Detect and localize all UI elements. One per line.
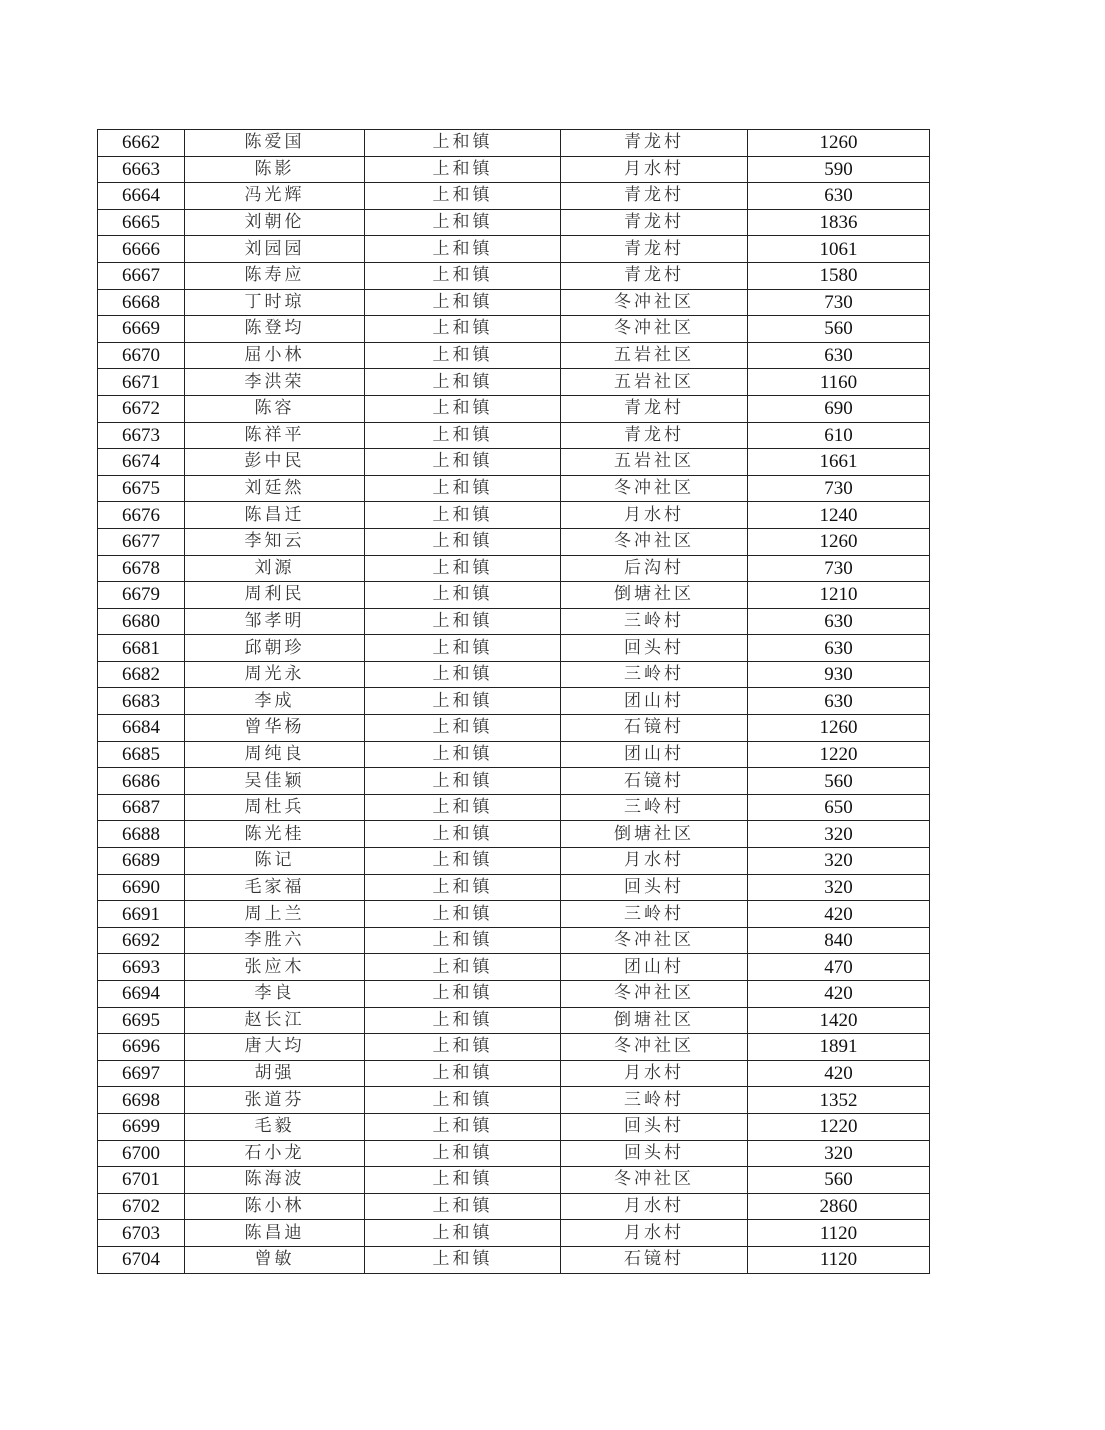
- village-cell: 冬冲社区: [561, 289, 748, 316]
- name-cell: 李良: [185, 981, 365, 1008]
- row-number-cell: 6696: [98, 1034, 185, 1061]
- row-number-cell: 6675: [98, 475, 185, 502]
- amount-cell: 560: [748, 1167, 930, 1194]
- name-cell: 陈影: [185, 156, 365, 183]
- name-cell: 屈小林: [185, 342, 365, 369]
- table-row: [98, 1220, 930, 1247]
- village-cell: 倒塘社区: [561, 821, 748, 848]
- row-number-cell: 6676: [98, 502, 185, 529]
- town-cell: 上和镇: [365, 316, 561, 343]
- row-number-cell: 6688: [98, 821, 185, 848]
- name-cell: 胡强: [185, 1060, 365, 1087]
- name-cell: 周光永: [185, 661, 365, 688]
- table-row: [98, 1167, 930, 1194]
- amount-cell: 560: [748, 768, 930, 795]
- town-cell: 上和镇: [365, 236, 561, 263]
- table-row: [98, 688, 930, 715]
- name-cell: 陈昌迁: [185, 502, 365, 529]
- village-cell: 冬冲社区: [561, 528, 748, 555]
- row-number-cell: 6682: [98, 661, 185, 688]
- village-cell: 回头村: [561, 1113, 748, 1140]
- table-row: [98, 156, 930, 183]
- row-number-cell: 6693: [98, 954, 185, 981]
- table-row: [98, 555, 930, 582]
- amount-cell: 630: [748, 635, 930, 662]
- town-cell: 上和镇: [365, 1246, 561, 1273]
- row-number-cell: 6662: [98, 130, 185, 157]
- town-cell: 上和镇: [365, 768, 561, 795]
- table-row: [98, 954, 930, 981]
- village-cell: 团山村: [561, 688, 748, 715]
- table-row: [98, 794, 930, 821]
- table-row: [98, 528, 930, 555]
- name-cell: 曾华杨: [185, 715, 365, 742]
- table-row: [98, 1034, 930, 1061]
- village-cell: 青龙村: [561, 262, 748, 289]
- village-cell: 三岭村: [561, 1087, 748, 1114]
- table-row: [98, 848, 930, 875]
- row-number-cell: 6673: [98, 422, 185, 449]
- row-number-cell: 6671: [98, 369, 185, 396]
- amount-cell: 1260: [748, 130, 930, 157]
- village-cell: 青龙村: [561, 395, 748, 422]
- table-row: [98, 1113, 930, 1140]
- amount-cell: 1352: [748, 1087, 930, 1114]
- name-cell: 丁时琼: [185, 289, 365, 316]
- table-body: [98, 130, 930, 1274]
- name-cell: 刘园园: [185, 236, 365, 263]
- town-cell: 上和镇: [365, 1087, 561, 1114]
- row-number-cell: 6691: [98, 901, 185, 928]
- table-row: [98, 1140, 930, 1167]
- row-number-cell: 6701: [98, 1167, 185, 1194]
- village-cell: 回头村: [561, 635, 748, 662]
- table-row: [98, 715, 930, 742]
- amount-cell: 1220: [748, 741, 930, 768]
- name-cell: 邹孝明: [185, 608, 365, 635]
- table-row: [98, 316, 930, 343]
- row-number-cell: 6703: [98, 1220, 185, 1247]
- amount-cell: 1240: [748, 502, 930, 529]
- row-number-cell: 6698: [98, 1087, 185, 1114]
- town-cell: 上和镇: [365, 209, 561, 236]
- amount-cell: 320: [748, 848, 930, 875]
- amount-cell: 420: [748, 1060, 930, 1087]
- amount-cell: 1580: [748, 262, 930, 289]
- town-cell: 上和镇: [365, 1167, 561, 1194]
- row-number-cell: 6666: [98, 236, 185, 263]
- town-cell: 上和镇: [365, 1060, 561, 1087]
- table-row: [98, 582, 930, 609]
- town-cell: 上和镇: [365, 981, 561, 1008]
- village-cell: 月水村: [561, 156, 748, 183]
- amount-cell: 1260: [748, 528, 930, 555]
- amount-cell: 630: [748, 688, 930, 715]
- row-number-cell: 6695: [98, 1007, 185, 1034]
- name-cell: 李知云: [185, 528, 365, 555]
- amount-cell: 1260: [748, 715, 930, 742]
- amount-cell: 320: [748, 874, 930, 901]
- name-cell: 陈容: [185, 395, 365, 422]
- town-cell: 上和镇: [365, 156, 561, 183]
- village-cell: 青龙村: [561, 183, 748, 210]
- amount-cell: 1836: [748, 209, 930, 236]
- town-cell: 上和镇: [365, 927, 561, 954]
- amount-cell: 1061: [748, 236, 930, 263]
- name-cell: 张道芬: [185, 1087, 365, 1114]
- table-row: [98, 874, 930, 901]
- town-cell: 上和镇: [365, 1007, 561, 1034]
- table-row: [98, 262, 930, 289]
- village-cell: 团山村: [561, 954, 748, 981]
- row-number-cell: 6677: [98, 528, 185, 555]
- village-cell: 月水村: [561, 1193, 748, 1220]
- town-cell: 上和镇: [365, 1220, 561, 1247]
- amount-cell: 610: [748, 422, 930, 449]
- table-row: [98, 502, 930, 529]
- name-cell: 周纯良: [185, 741, 365, 768]
- name-cell: 周利民: [185, 582, 365, 609]
- town-cell: 上和镇: [365, 289, 561, 316]
- village-cell: 冬冲社区: [561, 1034, 748, 1061]
- table-row: [98, 821, 930, 848]
- amount-cell: 320: [748, 1140, 930, 1167]
- row-number-cell: 6672: [98, 395, 185, 422]
- name-cell: 冯光辉: [185, 183, 365, 210]
- amount-cell: 630: [748, 342, 930, 369]
- town-cell: 上和镇: [365, 1193, 561, 1220]
- town-cell: 上和镇: [365, 821, 561, 848]
- data-table: [97, 129, 930, 1274]
- village-cell: 三岭村: [561, 901, 748, 928]
- village-cell: 三岭村: [561, 794, 748, 821]
- name-cell: 陈海波: [185, 1167, 365, 1194]
- name-cell: 唐大均: [185, 1034, 365, 1061]
- village-cell: 青龙村: [561, 422, 748, 449]
- row-number-cell: 6678: [98, 555, 185, 582]
- name-cell: 陈小林: [185, 1193, 365, 1220]
- village-cell: 团山村: [561, 741, 748, 768]
- town-cell: 上和镇: [365, 262, 561, 289]
- town-cell: 上和镇: [365, 848, 561, 875]
- amount-cell: 650: [748, 794, 930, 821]
- amount-cell: 1210: [748, 582, 930, 609]
- row-number-cell: 6670: [98, 342, 185, 369]
- village-cell: 冬冲社区: [561, 981, 748, 1008]
- table-row: [98, 927, 930, 954]
- name-cell: 曾敏: [185, 1246, 365, 1273]
- row-number-cell: 6668: [98, 289, 185, 316]
- town-cell: 上和镇: [365, 528, 561, 555]
- name-cell: 李胜六: [185, 927, 365, 954]
- row-number-cell: 6692: [98, 927, 185, 954]
- table-row: [98, 289, 930, 316]
- table-row: [98, 635, 930, 662]
- town-cell: 上和镇: [365, 422, 561, 449]
- name-cell: 刘源: [185, 555, 365, 582]
- name-cell: 陈昌迪: [185, 1220, 365, 1247]
- village-cell: 倒塘社区: [561, 582, 748, 609]
- table-row: [98, 236, 930, 263]
- town-cell: 上和镇: [365, 342, 561, 369]
- town-cell: 上和镇: [365, 555, 561, 582]
- name-cell: 毛家福: [185, 874, 365, 901]
- row-number-cell: 6679: [98, 582, 185, 609]
- table-row: [98, 1007, 930, 1034]
- row-number-cell: 6699: [98, 1113, 185, 1140]
- table-row: [98, 901, 930, 928]
- row-number-cell: 6665: [98, 209, 185, 236]
- village-cell: 石镜村: [561, 768, 748, 795]
- name-cell: 陈祥平: [185, 422, 365, 449]
- village-cell: 回头村: [561, 1140, 748, 1167]
- row-number-cell: 6690: [98, 874, 185, 901]
- town-cell: 上和镇: [365, 688, 561, 715]
- town-cell: 上和镇: [365, 1113, 561, 1140]
- name-cell: 陈爱国: [185, 130, 365, 157]
- village-cell: 回头村: [561, 874, 748, 901]
- table-row: [98, 342, 930, 369]
- amount-cell: 1891: [748, 1034, 930, 1061]
- village-cell: 月水村: [561, 1060, 748, 1087]
- table-row: [98, 422, 930, 449]
- row-number-cell: 6667: [98, 262, 185, 289]
- name-cell: 周上兰: [185, 901, 365, 928]
- table-row: [98, 395, 930, 422]
- row-number-cell: 6685: [98, 741, 185, 768]
- town-cell: 上和镇: [365, 395, 561, 422]
- row-number-cell: 6663: [98, 156, 185, 183]
- table-row: [98, 475, 930, 502]
- village-cell: 冬冲社区: [561, 1167, 748, 1194]
- village-cell: 三岭村: [561, 661, 748, 688]
- village-cell: 月水村: [561, 502, 748, 529]
- table-row: [98, 209, 930, 236]
- amount-cell: 730: [748, 555, 930, 582]
- village-cell: 石镜村: [561, 1246, 748, 1273]
- table-row: [98, 1193, 930, 1220]
- town-cell: 上和镇: [365, 1034, 561, 1061]
- name-cell: 邱朝珍: [185, 635, 365, 662]
- row-number-cell: 6686: [98, 768, 185, 795]
- row-number-cell: 6674: [98, 449, 185, 476]
- town-cell: 上和镇: [365, 715, 561, 742]
- row-number-cell: 6704: [98, 1246, 185, 1273]
- town-cell: 上和镇: [365, 661, 561, 688]
- name-cell: 赵长江: [185, 1007, 365, 1034]
- amount-cell: 1220: [748, 1113, 930, 1140]
- village-cell: 冬冲社区: [561, 475, 748, 502]
- name-cell: 吴佳颖: [185, 768, 365, 795]
- amount-cell: 1661: [748, 449, 930, 476]
- table-row: [98, 741, 930, 768]
- amount-cell: 1160: [748, 369, 930, 396]
- village-cell: 五岩社区: [561, 369, 748, 396]
- amount-cell: 630: [748, 183, 930, 210]
- name-cell: 刘廷然: [185, 475, 365, 502]
- row-number-cell: 6687: [98, 794, 185, 821]
- table-row: [98, 369, 930, 396]
- amount-cell: 590: [748, 156, 930, 183]
- amount-cell: 420: [748, 981, 930, 1008]
- town-cell: 上和镇: [365, 874, 561, 901]
- village-cell: 青龙村: [561, 236, 748, 263]
- row-number-cell: 6697: [98, 1060, 185, 1087]
- row-number-cell: 6683: [98, 688, 185, 715]
- name-cell: 李成: [185, 688, 365, 715]
- village-cell: 冬冲社区: [561, 927, 748, 954]
- row-number-cell: 6681: [98, 635, 185, 662]
- name-cell: 陈光桂: [185, 821, 365, 848]
- row-number-cell: 6664: [98, 183, 185, 210]
- town-cell: 上和镇: [365, 794, 561, 821]
- village-cell: 五岩社区: [561, 449, 748, 476]
- amount-cell: 1120: [748, 1246, 930, 1273]
- table-row: [98, 981, 930, 1008]
- village-cell: 青龙村: [561, 130, 748, 157]
- amount-cell: 320: [748, 821, 930, 848]
- row-number-cell: 6702: [98, 1193, 185, 1220]
- row-number-cell: 6684: [98, 715, 185, 742]
- village-cell: 倒塘社区: [561, 1007, 748, 1034]
- town-cell: 上和镇: [365, 741, 561, 768]
- table-row: [98, 1246, 930, 1273]
- table-row: [98, 661, 930, 688]
- name-cell: 陈登均: [185, 316, 365, 343]
- amount-cell: 930: [748, 661, 930, 688]
- amount-cell: 2860: [748, 1193, 930, 1220]
- table-row: [98, 1060, 930, 1087]
- amount-cell: 1420: [748, 1007, 930, 1034]
- name-cell: 毛毅: [185, 1113, 365, 1140]
- name-cell: 陈寿应: [185, 262, 365, 289]
- town-cell: 上和镇: [365, 369, 561, 396]
- town-cell: 上和镇: [365, 475, 561, 502]
- town-cell: 上和镇: [365, 608, 561, 635]
- name-cell: 石小龙: [185, 1140, 365, 1167]
- table-row: [98, 183, 930, 210]
- village-cell: 后沟村: [561, 555, 748, 582]
- town-cell: 上和镇: [365, 449, 561, 476]
- name-cell: 张应木: [185, 954, 365, 981]
- amount-cell: 840: [748, 927, 930, 954]
- table-row: [98, 768, 930, 795]
- town-cell: 上和镇: [365, 901, 561, 928]
- amount-cell: 730: [748, 475, 930, 502]
- town-cell: 上和镇: [365, 635, 561, 662]
- town-cell: 上和镇: [365, 183, 561, 210]
- village-cell: 月水村: [561, 848, 748, 875]
- town-cell: 上和镇: [365, 502, 561, 529]
- amount-cell: 420: [748, 901, 930, 928]
- village-cell: 青龙村: [561, 209, 748, 236]
- amount-cell: 630: [748, 608, 930, 635]
- village-cell: 石镜村: [561, 715, 748, 742]
- table-row: [98, 608, 930, 635]
- name-cell: 彭中民: [185, 449, 365, 476]
- amount-cell: 1120: [748, 1220, 930, 1247]
- table-row: [98, 130, 930, 157]
- name-cell: 刘朝伦: [185, 209, 365, 236]
- village-cell: 三岭村: [561, 608, 748, 635]
- town-cell: 上和镇: [365, 954, 561, 981]
- amount-cell: 730: [748, 289, 930, 316]
- table-row: [98, 449, 930, 476]
- table-row: [98, 1087, 930, 1114]
- name-cell: 陈记: [185, 848, 365, 875]
- row-number-cell: 6689: [98, 848, 185, 875]
- village-cell: 五岩社区: [561, 342, 748, 369]
- row-number-cell: 6694: [98, 981, 185, 1008]
- row-number-cell: 6669: [98, 316, 185, 343]
- town-cell: 上和镇: [365, 582, 561, 609]
- row-number-cell: 6680: [98, 608, 185, 635]
- town-cell: 上和镇: [365, 1140, 561, 1167]
- amount-cell: 470: [748, 954, 930, 981]
- row-number-cell: 6700: [98, 1140, 185, 1167]
- name-cell: 李洪荣: [185, 369, 365, 396]
- village-cell: 冬冲社区: [561, 316, 748, 343]
- name-cell: 周杜兵: [185, 794, 365, 821]
- amount-cell: 560: [748, 316, 930, 343]
- village-cell: 月水村: [561, 1220, 748, 1247]
- amount-cell: 690: [748, 395, 930, 422]
- town-cell: 上和镇: [365, 130, 561, 157]
